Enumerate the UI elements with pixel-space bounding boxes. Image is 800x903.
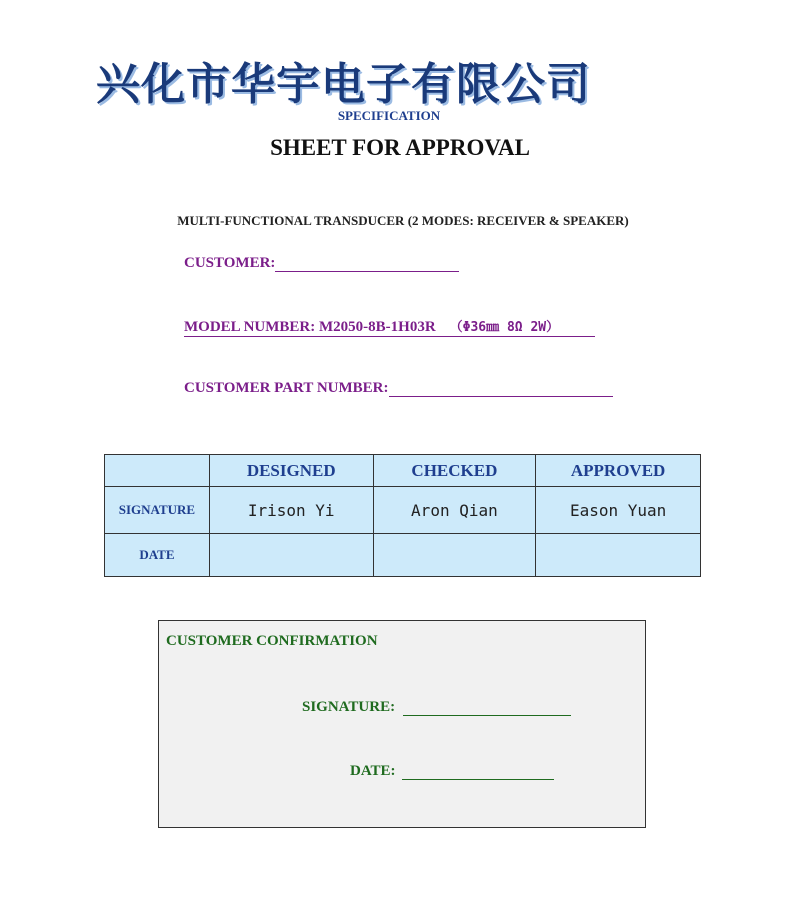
signature-row (105, 487, 701, 534)
confirmation-title: CUSTOMER CONFIRMATION (166, 633, 378, 649)
approved-signature: Eason Yuan (536, 487, 701, 534)
customer-part-field (184, 380, 613, 397)
approved-date (536, 534, 701, 577)
specification-label: SPECIFICATION (337, 108, 441, 123)
header-designed: DESIGNED (209, 455, 373, 487)
date-row-label: DATE (105, 534, 210, 577)
customer-label: CUSTOMER: (184, 255, 276, 271)
header-approved: APPROVED (536, 455, 701, 487)
company-name: 兴化市华宇电子有限公司 (96, 59, 591, 110)
approval-table (104, 454, 701, 577)
header-empty-cell (105, 455, 210, 487)
customer-confirmation-box (158, 620, 646, 828)
customer-part-label: CUSTOMER PART NUMBER: (184, 380, 389, 396)
designed-date (209, 534, 373, 577)
customer-part-blank-line (389, 382, 613, 397)
confirmation-date-field (350, 763, 554, 780)
approval-header-row (105, 455, 701, 487)
model-number-field (184, 316, 595, 337)
sheet-title: SHEET FOR APPROVAL (270, 135, 530, 160)
signature-row-label: SIGNATURE (105, 487, 210, 534)
customer-blank-line (275, 257, 459, 272)
designed-signature: Irison Yi (209, 487, 373, 534)
confirmation-signature-label: SIGNATURE: (302, 699, 396, 715)
product-description: MULTI-FUNCTIONAL TRANSDUCER (2 MODES: RECEIVER & SPEAKER) (177, 213, 629, 228)
confirmation-date-label: DATE: (350, 763, 396, 779)
customer-field (184, 255, 459, 272)
checked-date (373, 534, 536, 577)
confirmation-signature-field (302, 699, 571, 716)
confirmation-signature-line (403, 701, 571, 716)
checked-signature: Aron Qian (373, 487, 536, 534)
model-number-label: MODEL NUMBER: M2050-8B-1H03R (184, 319, 436, 335)
confirmation-date-line (402, 765, 554, 780)
header-checked: CHECKED (373, 455, 536, 487)
model-spec: （Φ36㎜ 8Ω 2W） (449, 320, 560, 335)
date-row (105, 534, 701, 577)
